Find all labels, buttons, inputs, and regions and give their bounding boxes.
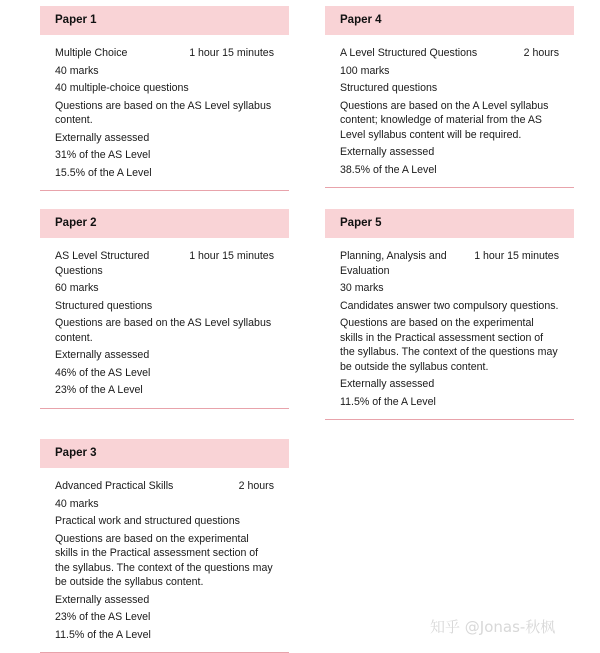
paper-5-marks: 30 marks [340,282,384,294]
paper-1-as-weight: 31% of the AS Level [55,149,151,161]
paper-3-title: Advanced Practical Skills [55,480,174,492]
paper-4-header: Paper 4 [325,6,574,35]
paper-5-a-weight: 11.5% of the A Level [340,395,436,408]
paper-5-content: Questions are based on the experimental skills in the Practical assessment section of the syllabus. The context of the questions may be outside the syllabus content. [340,317,558,373]
paper-1-title: Multiple Choice [55,47,128,59]
paper-1-content: Questions are based on the AS Level syllabus content. [55,99,272,126]
paper-2-a-weight: 23% of the A Level [55,384,143,396]
paper-1-assessment: Externally assessed [55,131,150,144]
paper-4-title: A Level Structured Questions [340,47,478,59]
paper-4-format: Structured questions [340,82,438,94]
paper-3-content: Questions are based on the experimental skills in the Practical assessment section of the syllabus. The context of the questions may be outside the syllabus content. [55,532,273,588]
paper-5-assessment: Externally assessed [340,378,435,390]
paper-2-card [40,209,289,409]
paper-4-assessment: Externally assessed [340,146,435,158]
paper-3-a-weight: 11.5% of the A Level [55,628,151,641]
paper-3-duration: 2 hours [238,480,274,492]
paper-2-duration: 1 hour 15 minutes [189,250,274,262]
paper-5-body [325,238,574,419]
paper-2-marks: 60 marks [55,282,99,294]
paper-1-a-weight: 15.5% of the A Level [55,166,152,179]
paper-5-format: Candidates answer two compulsory questions. [340,299,559,312]
paper-4-duration: 2 hours [523,47,559,59]
paper-3-card [40,439,289,653]
paper-5-title: Planning, Analysis and Evaluation [340,250,447,277]
paper-3-body [40,468,289,652]
paper-4-card [325,6,574,188]
paper-2-assessment: Externally assessed [55,349,150,361]
paper-1-card [40,6,289,191]
paper-3-marks: 40 marks [55,497,99,510]
paper-5-header: Paper 5 [325,209,574,238]
paper-3-header: Paper 3 [40,439,289,468]
paper-1-duration: 1 hour 15 minutes [189,47,274,59]
paper-2-header: Paper 2 [40,209,289,238]
watermark: 知乎 @Jonas-秋枫 [430,618,556,636]
paper-4-content: Questions are based on the A Level syllabus content; knowledge of material from the AS Level syllabus content will be required. [340,99,549,141]
paper-3-as-weight: 23% of the AS Level [55,611,151,623]
paper-2-title: AS Level Structured Questions [55,250,150,277]
paper-2-content: Questions are based on the AS Level syllabus content. [55,317,272,344]
paper-1-body [40,35,289,190]
paper-2-format: Structured questions [55,299,153,312]
paper-1-format: 40 multiple-choice questions [55,82,189,94]
paper-5-card [325,209,574,420]
paper-1-header: Paper 1 [40,6,289,35]
paper-2-body [40,238,289,408]
paper-2-as-weight: 46% of the AS Level [55,366,151,379]
paper-3-format: Practical work and structured questions [55,515,240,527]
paper-4-marks: 100 marks [340,64,390,77]
paper-4-body [325,35,574,187]
paper-3-assessment: Externally assessed [55,593,150,606]
paper-4-a-weight: 38.5% of the A Level [340,163,437,176]
paper-5-duration: 1 hour 15 minutes [474,250,559,262]
paper-1-marks: 40 marks [55,64,99,77]
